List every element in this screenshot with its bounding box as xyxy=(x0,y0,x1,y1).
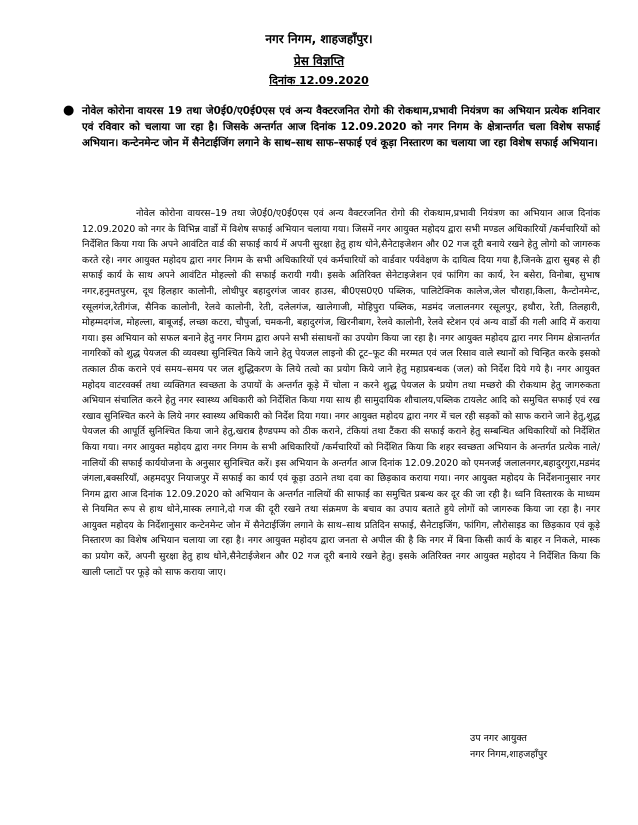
summary-paragraph: नोवेल कोरोना वायरस 19 तथा जे0ई0/ए0ई0एस एवं अन्य वैक्टरजनित रोगो की रोकथाम,प्रभावी नियंत्रण का अभियान प्रत्येक शनिवार एवं रविवार को चलाया जा रहा है। जिसके अन्तर्गत आज दिनांक 12.09.2020 को नगर निगम के क्षेत्रान्तर्गत चला विशेष सफाई अभियान। कन्टेनमेन्ट जोन में सैनेटाईजिंग लगाने के साथ–साथ साफ–सफाई एवं कूड़ा निस्तारण का चलाया जा रहा विशेष सफाई अभियान। xyxy=(82,105,600,149)
bullet-icon: ● xyxy=(63,103,75,118)
organization-name: नगर निगम, शाहजहाँपुर। xyxy=(265,32,373,46)
signature-block xyxy=(470,731,620,763)
body-paragraph: नोवेल कोरोना वायरस–19 तथा जे0ई0/ए0ई0एस एवं अन्य वैक्टरजनित रोगो की रोकथाम,प्रभावी नियंत्रण का अभियान आज दिनांक 12.09.2020 को नगर के विभिन्न वार्डो में विशेष सफाई अभियान चलाया गया। जिसमें नगर आयुक्त महोदय द्वारा सभी मण्डल अधिकारियों /कर्मचारियों को निर्देशित किया गया कि अपने आवंटित वार्ड की सफाई कार्य में अपनी सुरक्षा हेतु हाथ धोने,सैनेटाइजेशन और 02 गज दूरी बनाये रखने हेतु लोगो को जागरुक करते रहे। नगर आयुक्त महोदय द्वारा नगर निगम के सभी अधिकारियों एवं कर्मचारियों को वार्डवार पर्यवेक्षण के दायित्व दिया गया है,जिनके द्वारा सुबह से ही सफाई कार्य के साथ अपने आवंटित मोहल्लो की सफाई करायी गयी। इसके अतिरिक्त सेनेटाइजेशन एवं फांगिग का कार्य, रेन बसेरा, विनोबा, सुभाष नगर,हनुमतपुरम, दूध हिलहार कालोनी, लोधीपुर बहादुरगंज जावर हाउस, बी0एस0ए0 पब्लिक, पालिटेक्निक कालेज,जेल चौराहा,किला, कैन्टोनमेन्ट, रसूलगंज,रेतीगंज, सैनिक कालोनी, रेलवे कालोनी, रेती, दलेलगंज, खालेगाजी, मोहिपुरा पब्लिक, मडमंद जलालनगर रसूलपुर, हथौरा, रेती, तिलहारी, मोहम्मदगंज, मोहल्ला, बाबूजई, लच्छा कटरा, चौपुर्जा, चमकनी, बहादुरगंज, खिरनीबाग, रेलवे कालोनी, रेलवे स्टेशन एवं अन्य वार्डो की गली आदि में कराया गया। इस अभियान को सफल बनाने हेतु नगर निगम द्वारा अपने सभी संसाधनों का उपयोग किया जा रहा है। नगर आयुक्त महोदय द्वारा नगर निगम क्षेत्रान्तर्गत नागरिकों को शुद्ध पेयजल की व्यवस्था सुनिश्चित किये जाने हेतु पेयजल लाइनो की टूट–फूट की मरम्मत एवं जल रिसाव वाले स्थानों को चिन्हित करके इसको तत्काल ठीक कराने एवं समय–समय पर जल शुद्धिकरण के लिये तत्वो का प्रयोग किये जाने हेतु महाप्रबन्धक (जल) को निर्देश दिये गये है। नगर आयुक्त महोदय वाटरवर्क्स तथा व्यक्तिगत स्वच्छता के उपायों के अन्तर्गत कूड़े में चोला न करने शुद्ध पेयजल के प्रयोग तथा मच्छरो की रोकथाम हेतु जागरुकता अभियान संचालित करने हेतु नगर स्वास्थ्य अधिकारी को निर्देशित किया गया साथ ही सामुदायिक शौचालय,पब्लिक टायलेट आदि को समुचित सफाई एवं रख रखाव सुनिश्चित करने के लिये नगर स्वास्थ्य अधिकारी को निर्देश दिया गया। नगर आयुक्त महोदय द्वारा नगर में चल रही सड़कों को साफ कराने जाने हेतु,शुद्ध पेयजल की आपूर्ति सुनिश्चित किया जाने हेतु,खराब हैण्डपम्प को ठीक कराने, टंकियां तथा टैंकरा की सफाई कराने हेतु सम्बन्धित अधिकारियों को निर्देशित किया गया। नगर आयुक्त महोदय द्वारा नगर निगम के सभी अधिकारियों /कर्मचारियों को निर्देशित किया कि शहर स्वच्छता अभियान के अन्तर्गत प्रत्येक नाले/नालियों की सफाई कार्ययोजना के अनुसार सुनिश्चित करें। इस अभियान के अन्तर्गत आज दिनांक 12.09.2020 को एमनजई जलालनगर,बहादुरगुरा,मडमंद जंगला,बक्सरियाँ, अहमदपुर नियाजपुर में सफाई का कार्य एवं कूड़ा उठाने तथा दवा का छिड़काव कराया गया। नगर आयुक्त महोदय के निर्देशनानुसार नगर निगम द्वारा आज दिनांक 12.09.2020 को अभियान के अन्तर्गत नालियों की साफाई का समुचित प्रबन्ध कर दूर की जा रही है। ध्वनि विस्तारक के माध्यम से नियमित रूप से हाथ धोने,मास्क लगाने,दो गज की दूरी रखने तथा संक्रमण के बचाव का उपाय बताते हुये लोगों को जागरुक किया जा रहा है। नगर आयुक्त महोदय के निर्देशानुसार कन्टेनमेन्ट जोन में सैनेटाईजिंग लगाने के साथ–साथ प्रतिदिन सफाई, सैनेटाइजिंग, फांगिग, लौरोसाइड का छिड़काव एवं कूड़े निस्तारण का विशेष अभियान चलाया जा रहा है। नगर आयुक्त महोदय द्वारा जनता से अपील की है कि नगर में बिना किसी कार्य के बाहर न निकले, मास्क का प्रयोग करें, अपनी सुरक्षा हेतु हाथ धोने,सैनेटाईजेशन और 02 गज दूरी बनाये रखने हेतु। इसके अतिरिक्त नगर आयुक्त महोदय ने निर्देशित किया कि खाली प्लाटों पर फूड़े को साफ कराया जाए। xyxy=(82,208,600,578)
signature-office: नगर निगम,शाहजहाँपुर xyxy=(470,749,548,760)
document-title: प्रेस विज्ञप्ति xyxy=(293,54,345,68)
date-value: 12.09.2020 xyxy=(299,74,369,87)
date-label: दिनांक xyxy=(269,74,296,87)
document-date xyxy=(0,73,638,88)
signature-designation: उप नगर आयुक्त xyxy=(470,733,527,744)
